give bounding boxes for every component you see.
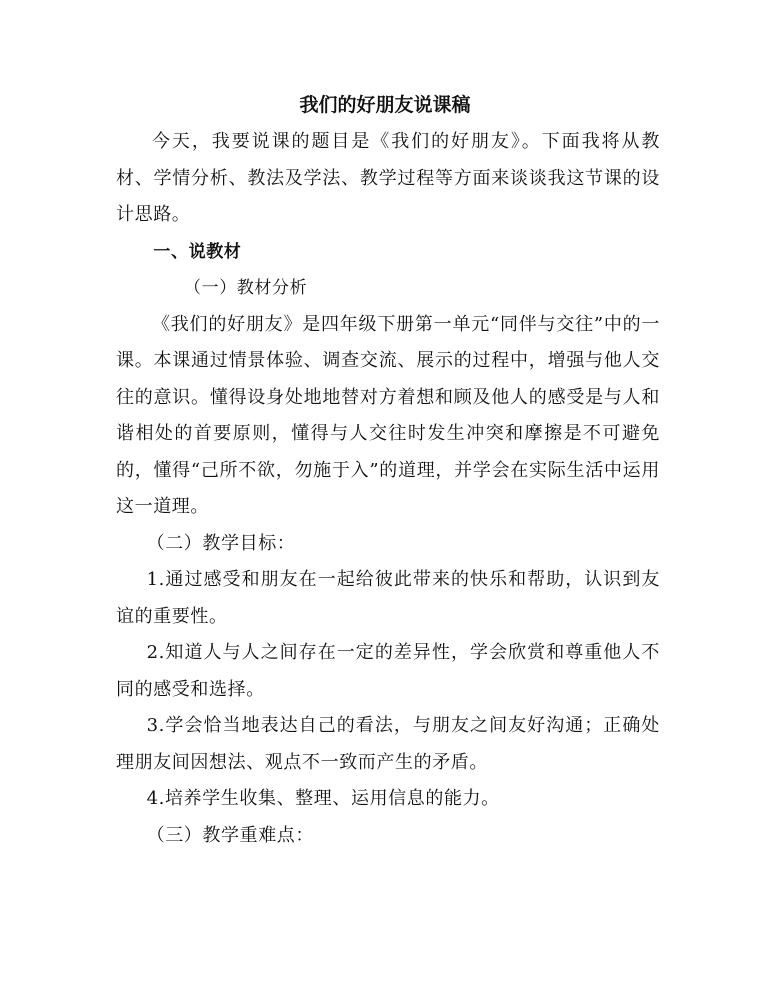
document-title: 我们的好朋友说课稿 bbox=[299, 94, 471, 116]
objective-item: 4.培养学生收集、整理、运用信息的能力。 bbox=[146, 788, 500, 809]
subsection-heading: （一）教材分析 bbox=[184, 278, 308, 298]
subsection-heading: （二）教学目标： bbox=[146, 532, 296, 554]
objective-item: 2.知道人与人之间存在一定的差异性，学会欣赏和尊重他人不同的感受和选择。 bbox=[116, 642, 660, 700]
subsection-heading: （三）教学重难点： bbox=[146, 824, 314, 846]
objective-item: 1.通过感受和朋友在一起给彼此带来的快乐和帮助，认识到友谊的重要性。 bbox=[116, 569, 660, 627]
objective-item: 3.学会恰当地表达自己的看法，与朋友之间友好沟通；正确处理朋友间因想法、观点不一致而产生的矛盾。 bbox=[116, 715, 660, 773]
document-body bbox=[116, 124, 660, 854]
intro-paragraph: 今天，我要说课的题目是《我们的好朋友》。下面我将从教材、学情分析、教法及学法、教学过程等方面来谈谈我这节课的设计思路。 bbox=[116, 131, 660, 225]
section-heading: 一、说教材 bbox=[153, 241, 242, 262]
analysis-paragraph: 《我们的好朋友》是四年级下册第一单元“同伴与交往”中的一课。本课通过情景体验、调查交流、展示的过程中，增强与他人交往的意识。懂得设身处地地替对方着想和顾及他人的感受是与人和谐相处的首要原则，懂得与人交往时发生冲突和摩擦是不可避免的，懂得“己所不欲，勿施于入”的道理，并学会在实际生活中运用这一道理。 bbox=[116, 313, 660, 517]
